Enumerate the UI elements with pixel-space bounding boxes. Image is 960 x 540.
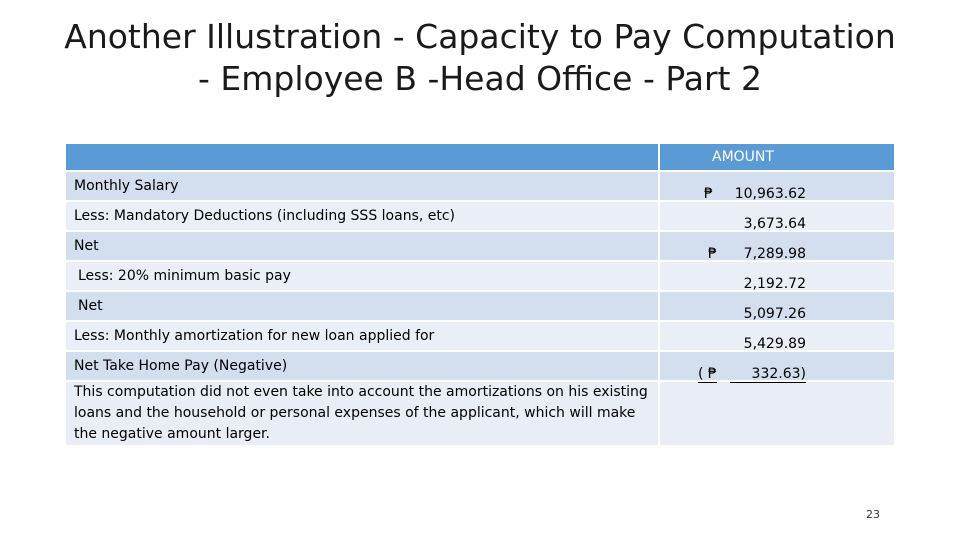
amount-value: 5,097.26 — [743, 306, 806, 322]
table-row-monthly-salary — [66, 172, 894, 202]
note-empty-cell — [660, 382, 894, 447]
row-label: Net — [66, 232, 660, 262]
table-row-minimum-basic-pay — [66, 262, 894, 292]
row-amount — [660, 172, 894, 202]
peso-sign: ₱ — [708, 246, 717, 262]
table-header-row — [66, 144, 894, 172]
row-label: Less: Monthly amortization for new loan applied for — [66, 322, 660, 352]
row-label: Net — [66, 292, 660, 322]
page-number: 23 — [866, 508, 880, 521]
label-column-header — [66, 144, 660, 172]
table-row-new-loan-amortization — [66, 322, 894, 352]
row-label: Monthly Salary — [66, 172, 660, 202]
table-row-net-2 — [66, 292, 894, 322]
row-amount — [660, 292, 894, 322]
table-note-row — [66, 382, 894, 447]
row-amount — [660, 322, 894, 352]
row-amount — [660, 202, 894, 232]
computation-note: This computation did not even take into account the amortizations on his existing loans and the household or personal expenses of the applicant, which will make the negative amount larger. — [66, 382, 660, 447]
amount-value: 5,429.89 — [710, 336, 806, 353]
amount-value: 2,192.72 — [710, 276, 806, 293]
amount-column-header: AMOUNT — [660, 144, 894, 172]
table-row-mandatory-deductions — [66, 202, 894, 232]
amount-value: 10,963.62 — [734, 186, 806, 202]
row-amount — [660, 352, 894, 382]
peso-sign: ( ₱ — [698, 366, 717, 382]
slide-title-line-1: Another Illustration - Capacity to Pay Computation — [64, 17, 896, 56]
slide-title — [40, 16, 920, 100]
row-label: Less: Mandatory Deductions (including SSS loans, etc) — [66, 202, 660, 232]
row-label: Less: 20% minimum basic pay — [66, 262, 660, 292]
table-row-net — [66, 232, 894, 262]
slide-title-line-2: - Employee B -Head Office - Part 2 — [198, 59, 762, 98]
capacity-to-pay-table — [66, 144, 894, 447]
amount-value: 3,673.64 — [710, 216, 806, 233]
amount-value: 332.63) — [730, 366, 806, 383]
row-amount — [660, 232, 894, 262]
table-row-net-take-home-pay — [66, 352, 894, 382]
row-label: Net Take Home Pay (Negative) — [66, 352, 660, 382]
peso-sign: ₱ — [704, 186, 713, 202]
row-amount — [660, 262, 894, 292]
amount-value: 7,289.98 — [743, 246, 806, 262]
